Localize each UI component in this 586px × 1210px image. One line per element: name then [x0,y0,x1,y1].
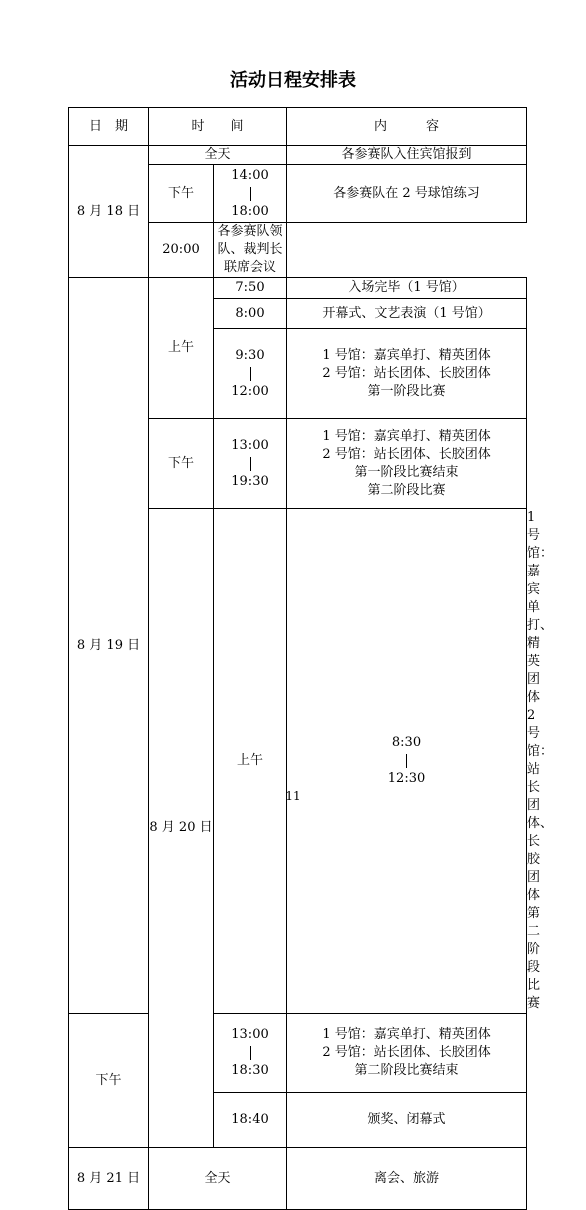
range-divider [250,187,251,201]
table-row: 8 月 20 日 上午 8:30 12:30 1 号馆：嘉宾单打、精英团体 2 号馆：站长团体、长胶团体 第二阶段比赛 [69,509,527,1014]
schedule-table [68,107,554,1210]
content-line: 2 号馆：站长团体、长胶团体 [322,365,491,381]
time-range-cell [287,509,527,1014]
time-start: 13:00 [231,437,269,453]
content-line: 第二阶段比赛结束 [354,1063,459,1078]
time-cell: 18:40 [214,1093,287,1148]
time-cell: 20:00 [149,223,214,278]
range-divider [406,754,407,768]
period-cell: 上午 [214,509,287,1014]
time-cell: 8:00 [214,299,287,329]
page-title: 活动日程安排表 [230,70,356,91]
content-line: 1 号馆：嘉宾单打、精英团体 [322,428,491,444]
page-number: 11 [285,789,301,803]
time-start: 13:00 [231,1027,269,1042]
header-date: 日 期 [69,108,149,146]
content-line: 第二阶段比赛 [367,482,446,498]
content-cell: 各参赛队领队、裁判长联席会议 [214,223,287,278]
date-cell-20: 8 月 20 日 [149,509,214,1148]
table-row [69,278,527,299]
content-cell [287,329,527,419]
content-cell: 入场完毕（1 号馆） [287,278,527,299]
time-cell: 7:50 [214,278,287,299]
period-cell: 下午 [149,419,214,509]
time-cell: 全天 [149,146,287,165]
table-row [69,1148,527,1210]
content-line: 1 号馆：嘉宾单打、精英团体 [322,1027,491,1042]
period-cell: 上午 [149,278,214,419]
range-divider [250,367,251,381]
period-cell: 下午 [149,165,214,223]
content-line: 2 号馆：站长团体、长胶团体 [322,1045,491,1060]
time-range-cell [214,165,287,223]
content-cell: 开幕式、文艺表演（1 号馆） [287,299,527,329]
time-start: 14:00 [231,167,269,183]
content-line: 第一阶段比赛 [367,383,446,399]
date-cell-18: 8 月 18 日 [69,146,149,278]
content-line: 1 号馆：嘉宾单打、精英团体 [322,347,491,363]
content-cell: 离会、旅游 [287,1148,527,1210]
table-row [69,1014,527,1093]
range-divider [250,457,251,471]
content-line: 第一阶段比赛结束 [354,464,459,480]
date-cell-21: 8 月 21 日 [69,1148,149,1210]
content-line: 2 号馆：站长团体、长胶团体 [322,446,491,462]
range-divider [250,1046,251,1060]
content-cell: 颁奖、闭幕式 [287,1093,527,1148]
content-cell: 各参赛队入住宾馆报到 [287,146,527,165]
table-row [69,146,527,165]
header-content: 内 容 [287,108,527,146]
header-time: 时 间 [149,108,287,146]
time-end: 19:30 [231,473,269,489]
content-cell: 各参赛队在 2 号球馆练习 [287,165,527,223]
date-cell-19: 8 月 19 日 [69,278,149,1014]
time-end: 12:30 [387,771,426,786]
time-range-cell [214,419,287,509]
time-range-cell [214,1014,287,1093]
time-cell: 全天 [149,1148,287,1210]
header-row [69,108,527,146]
time-range-cell [214,329,287,419]
content-cell [287,419,527,509]
time-start: 8:30 [391,735,422,750]
time-end: 18:30 [231,1063,269,1078]
time-start: 9:30 [235,347,265,363]
content-cell [287,1014,527,1093]
time-end: 12:00 [231,383,269,399]
period-cell: 下午 [69,1014,149,1148]
time-end: 18:00 [231,203,269,219]
